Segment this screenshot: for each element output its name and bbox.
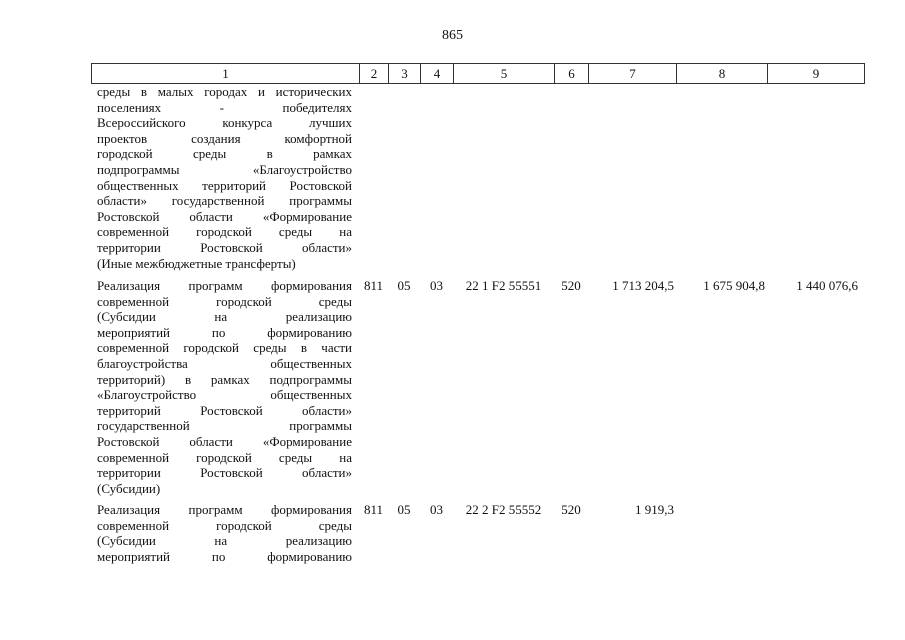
description-line: территорий Ростовской области» [97, 402, 352, 418]
description-line: (Субсидии на реализацию [97, 533, 352, 549]
cell-amount-year-1: 1 713 204,5 [612, 278, 674, 293]
description-line: среды в малых городах и исторических [97, 84, 352, 99]
description-line: мероприятий по формированию [97, 548, 352, 564]
cell-expense-type: 520 [561, 278, 581, 293]
description-line: мероприятий по формированию [97, 324, 352, 340]
cell-ministry-code: 811 [363, 502, 384, 517]
cell-target-article: 22 2 F2 55552 [465, 502, 542, 517]
header-col-1: 1 [92, 64, 360, 84]
description-line: «Благоустройство общественных [97, 387, 352, 403]
description-line: Реализация программ формирования [97, 278, 352, 293]
description-line: Ростовской области «Формирование [97, 433, 352, 449]
description-line: городской среды в рамках [97, 146, 352, 162]
header-col-7: 7 [589, 64, 677, 84]
cell-subsection: 03 [430, 502, 443, 517]
page-number: 865 [442, 28, 463, 43]
description-line: (Субсидии) [97, 480, 161, 496]
header-col-5: 5 [454, 64, 555, 84]
description-line: современной городской среды на [97, 224, 352, 240]
description-line: общественных территорий Ростовской [97, 177, 352, 193]
header-col-4: 4 [421, 64, 454, 84]
row-description [97, 502, 352, 564]
cell-expense-type: 520 [561, 502, 581, 517]
header-col-6: 6 [555, 64, 589, 84]
description-line: современной городской среды [97, 517, 352, 533]
description-line: государственной программы [97, 418, 352, 434]
header-col-2: 2 [360, 64, 389, 84]
description-line: области» государственной программы [97, 193, 352, 209]
cell-amount-year-2: 1 675 904,8 [703, 278, 765, 293]
header-col-8: 8 [677, 64, 768, 84]
description-line: подпрограммы «Благоустройство [97, 161, 352, 177]
cell-section: 05 [397, 278, 411, 293]
description-line: территории Ростовской области» [97, 239, 352, 255]
description-line: территории Ростовской области» [97, 465, 352, 481]
description-line: территорий) в рамках подпрограммы [97, 371, 352, 387]
cell-ministry-code: 811 [363, 278, 384, 293]
description-line: современной городской среды в части [97, 340, 352, 356]
description-line: поселениях - победителях [97, 99, 352, 115]
description-line: благоустройства общественных [97, 355, 352, 371]
header-col-9: 9 [768, 64, 865, 84]
description-line: проектов создания комфортной [97, 130, 352, 146]
description-line: Всероссийского конкурса лучших [97, 115, 352, 131]
cell-target-article: 22 1 F2 55551 [465, 278, 542, 293]
cell-amount-year-3: 1 440 076,6 [796, 278, 858, 293]
table-header [91, 63, 865, 84]
description-line: современной городской среды [97, 293, 352, 309]
cell-section: 05 [397, 502, 411, 517]
description-line: (Иные межбюджетные трансферты) [97, 255, 296, 271]
header-col-3: 3 [389, 64, 421, 84]
cell-amount-year-1: 1 919,3 [635, 502, 674, 517]
description-line: (Субсидии на реализацию [97, 309, 352, 325]
description-line: Реализация программ формирования [97, 502, 352, 517]
description-line: современной городской среды на [97, 449, 352, 465]
description-line: Ростовской области «Формирование [97, 208, 352, 224]
row-description [97, 278, 352, 496]
cell-subsection: 03 [430, 278, 443, 293]
row-description [97, 84, 352, 271]
